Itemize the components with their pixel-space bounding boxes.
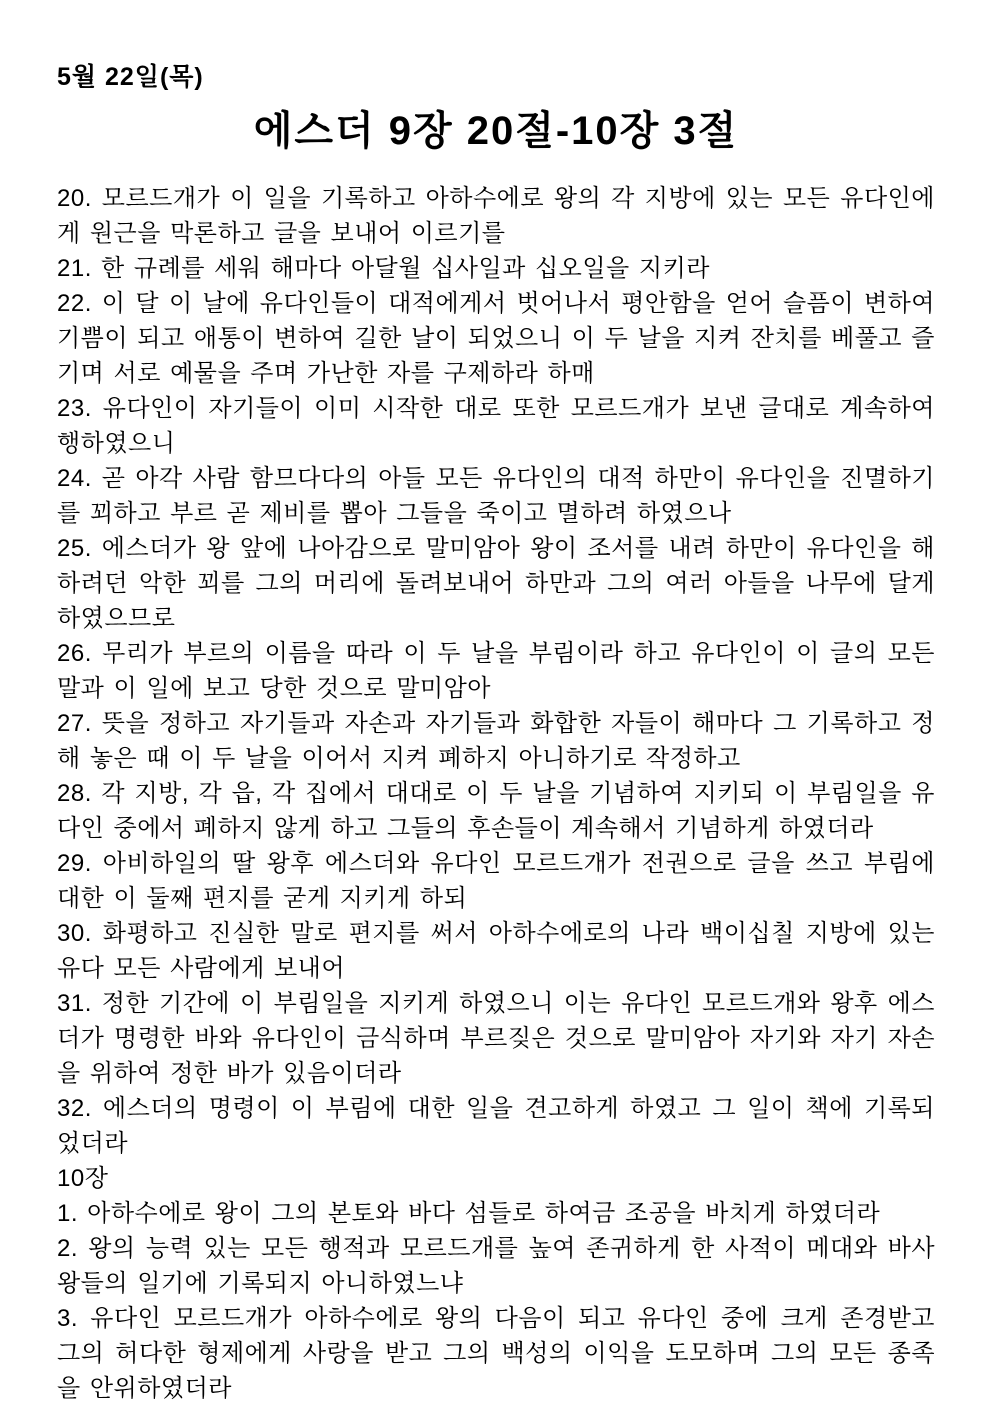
verse-9-27: 27. 뜻을 정하고 자기들과 자손과 자기들과 화합한 자들이 해마다 그 기록하고 정해 놓은 때 이 두 날을 이어서 지켜 폐하지 아니하기로 작정하고: [57, 709, 935, 772]
verse-9-32: 32. 에스더의 명령이 이 부림에 대한 일을 견고하게 하였고 그 일이 책에 기록되었더라: [57, 1094, 935, 1157]
passage-title: 에스더 9장 20절-10장 3절: [253, 109, 739, 153]
verse-10-3: 3. 유다인 모르드개가 아하수에로 왕의 다음이 되고 유다인 중에 크게 존경받고 그의 허다한 형제에게 사랑을 받고 그의 백성의 이익을 도모하며 그의 모든 종족을 안위하였더라: [57, 1304, 935, 1402]
verse-9-30: 30. 화평하고 진실한 말로 편지를 써서 아하수에로의 나라 백이십칠 지방에 있는 유다 모든 사람에게 보내어: [57, 919, 935, 982]
verse-9-31: 31. 정한 기간에 이 부림일을 지키게 하였으니 이는 유다인 모르드개와 왕후 에스더가 명령한 바와 유다인이 금식하며 부르짖은 것으로 말미암아 자기와 자기 자손을 위하여 정한 바가 있음이더라: [57, 989, 935, 1087]
date-header: 5월 22일(목): [57, 63, 204, 91]
verse-10-2: 2. 왕의 능력 있는 모든 행적과 모르드개를 높여 존귀하게 한 사적이 메대와 바사 왕들의 일기에 기록되지 아니하였느냐: [57, 1234, 935, 1297]
verse-10-1: 1. 아하수에로 왕이 그의 본토와 바다 섬들로 하여금 조공을 바치게 하였더라: [57, 1199, 881, 1227]
verse-9-22: 22. 이 달 이 날에 유다인들이 대적에게서 벗어나서 평안함을 얻어 슬픔이 변하여 기쁨이 되고 애통이 변하여 길한 날이 되었으니 이 두 날을 지켜 잔치를 베풀고 즐기며 서로 예물을 주며 가난한 자를 구제하라 하매: [57, 289, 935, 387]
verse-9-26: 26. 무리가 부르의 이름을 따라 이 두 날을 부림이라 하고 유다인이 이 글의 모든 말과 이 일에 보고 당한 것으로 말미암아: [57, 639, 935, 702]
verse-9-28: 28. 각 지방, 각 읍, 각 집에서 대대로 이 두 날을 기념하여 지키되 이 부림일을 유다인 중에서 폐하지 않게 하고 그들의 후손들이 계속해서 기념하게 하였더라: [57, 779, 935, 842]
verse-9-29: 29. 아비하일의 딸 왕후 에스더와 유다인 모르드개가 전권으로 글을 쓰고 부림에 대한 이 둘째 편지를 굳게 지키게 하되: [57, 849, 935, 912]
verse-9-25: 25. 에스더가 왕 앞에 나아감으로 말미암아 왕이 조서를 내려 하만이 유다인을 해하려던 악한 꾀를 그의 머리에 돌려보내어 하만과 그의 여러 아들을 나무에 달게 하였으므로: [57, 534, 935, 632]
passage-body: [57, 181, 935, 1403]
verse-9-20: 20. 모르드개가 이 일을 기록하고 아하수에로 왕의 각 지방에 있는 모든 유다인에게 원근을 막론하고 글을 보내어 이르기를: [57, 184, 935, 247]
verse-9-24: 24. 곧 아각 사람 함므다다의 아들 모든 유다인의 대적 하만이 유다인을 진멸하기를 꾀하고 부르 곧 제비를 뽑아 그들을 죽이고 멸하려 하였으나: [57, 464, 935, 527]
verse-9-23: 23. 유다인이 자기들이 이미 시작한 대로 또한 모르드개가 보낸 글대로 계속하여 행하였으니: [57, 394, 935, 457]
verse-9-21: 21. 한 규례를 세워 해마다 아달월 십사일과 십오일을 지키라: [57, 254, 710, 282]
chapter-10-heading: 10장: [57, 1164, 109, 1192]
